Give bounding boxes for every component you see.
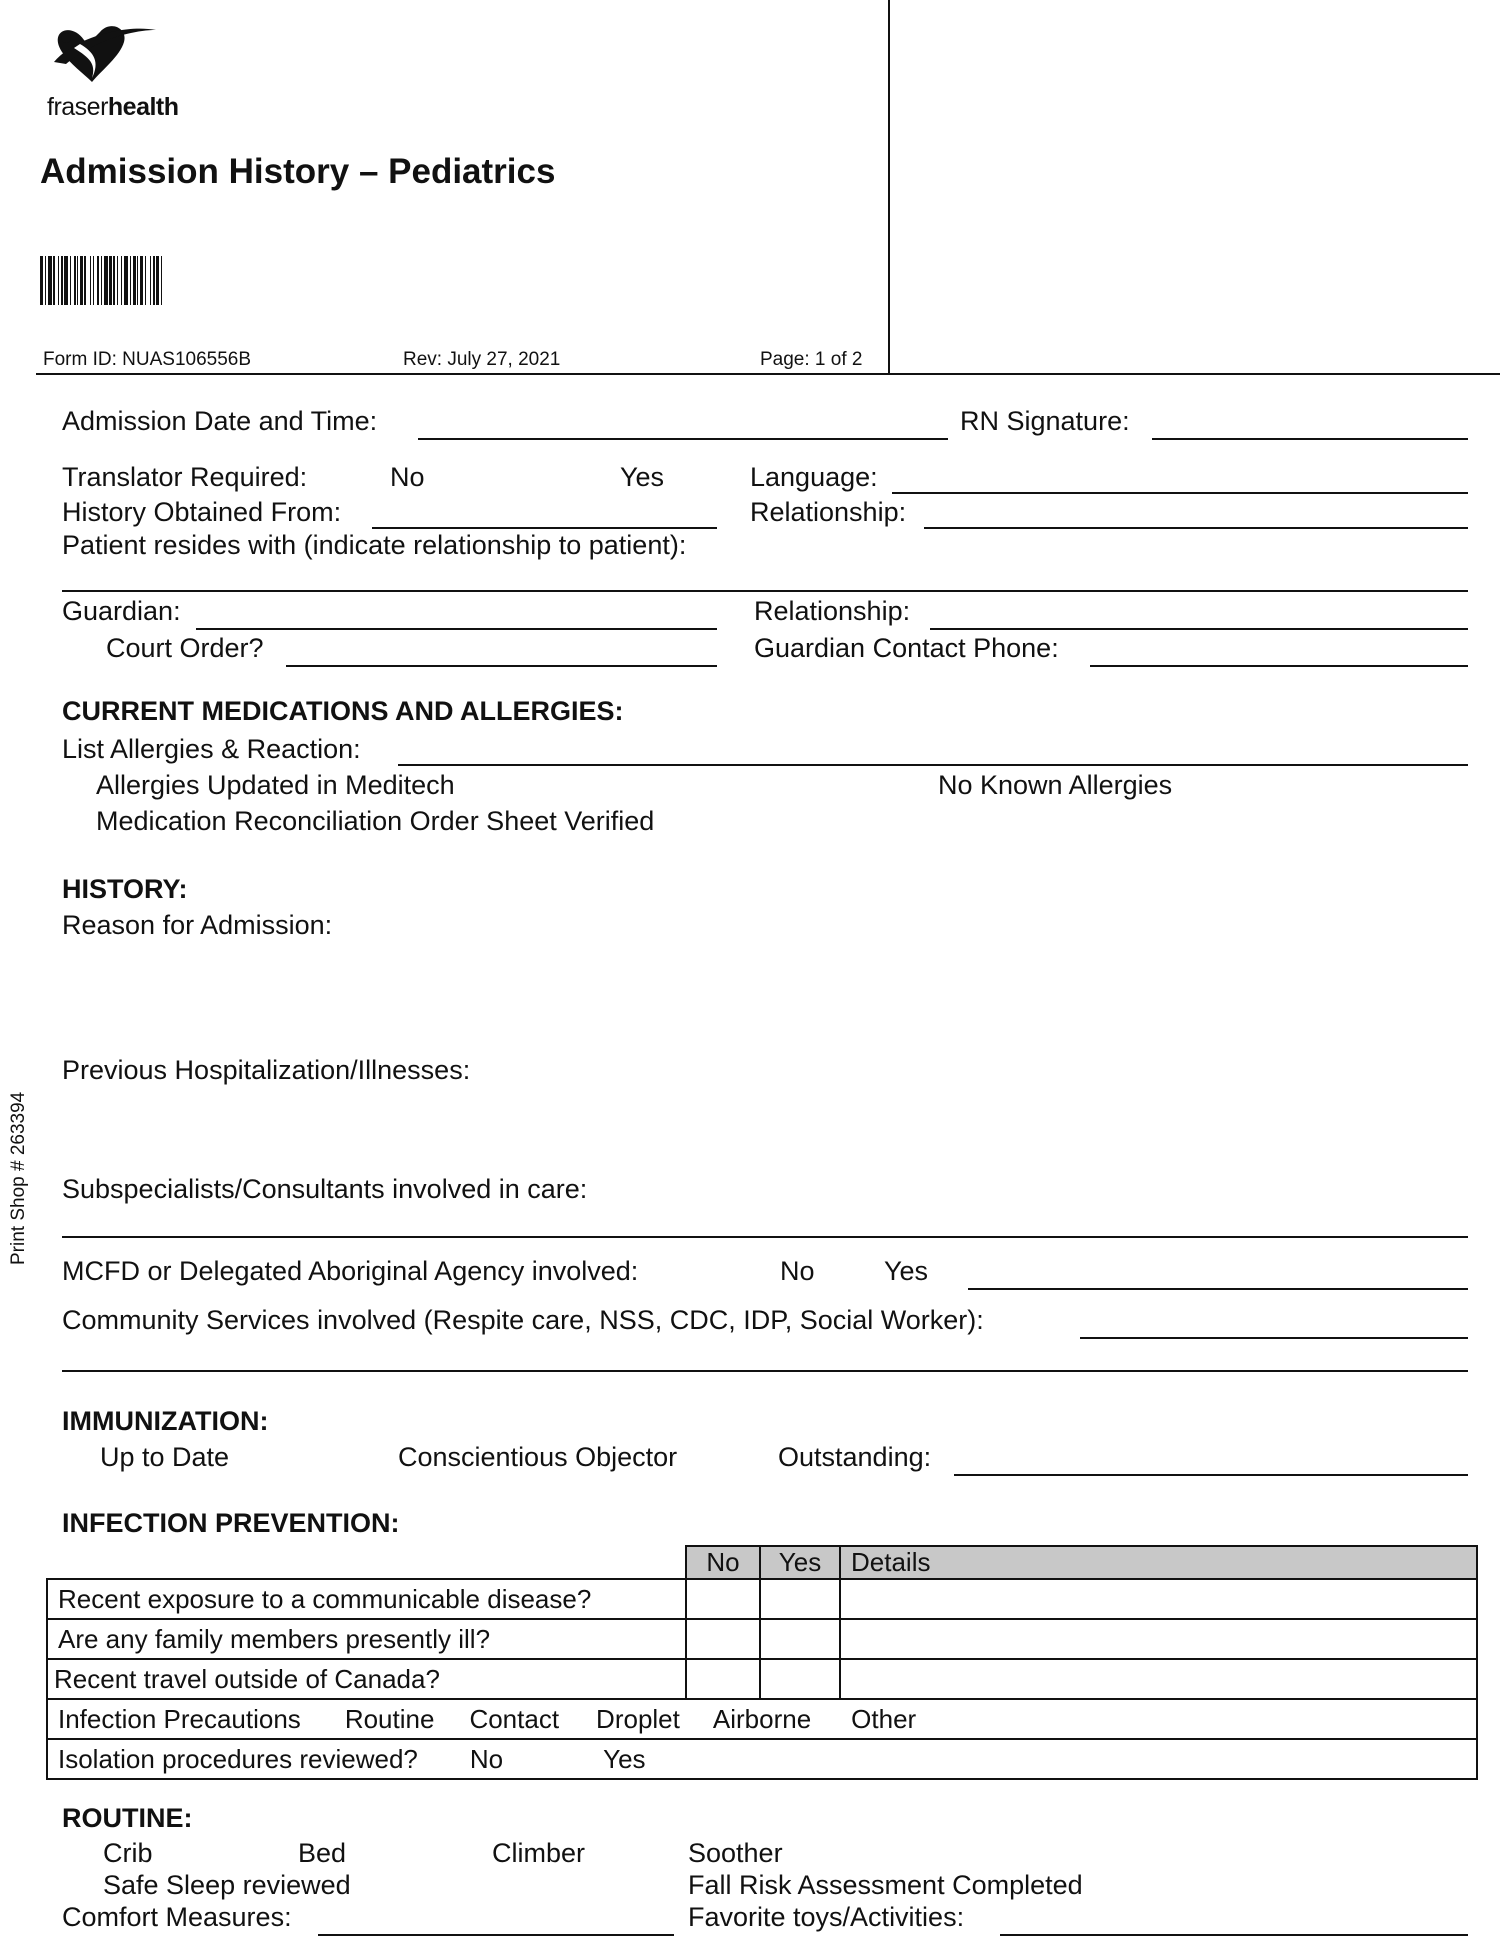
no-known-allergies-option[interactable]: No Known Allergies — [938, 770, 1173, 800]
barcode — [40, 256, 298, 305]
precaution-airborne-option[interactable]: Airborne — [712, 1703, 812, 1734]
allergies-updated-option[interactable]: Allergies Updated in Meditech — [96, 770, 455, 800]
relationship-label: Relationship: — [750, 497, 907, 527]
guardian-phone-field[interactable] — [1090, 637, 1468, 667]
page-number: Page: 1 of 2 — [760, 349, 863, 370]
immunization-heading: IMMUNIZATION: — [62, 1406, 269, 1436]
history-from-field[interactable] — [372, 499, 717, 529]
fraser-health-logo — [44, 18, 174, 93]
details-cell[interactable] — [840, 1619, 1477, 1659]
translator-no-option[interactable]: No — [390, 462, 425, 492]
subspecialists-label: Subspecialists/Consultants involved in care: — [62, 1174, 588, 1204]
header-divider-horizontal — [36, 373, 1500, 375]
soother-option[interactable]: Soother — [688, 1838, 783, 1868]
medications-heading: CURRENT MEDICATIONS AND ALLERGIES: — [62, 696, 624, 726]
outstanding-label: Outstanding: — [778, 1442, 932, 1472]
precaution-other-option[interactable]: Other — [851, 1703, 917, 1734]
table-row — [47, 1579, 1477, 1619]
fall-risk-option[interactable]: Fall Risk Assessment Completed — [688, 1870, 1083, 1900]
community-services-field[interactable] — [1080, 1309, 1468, 1339]
subspecialists-field[interactable] — [62, 1208, 1468, 1238]
details-cell[interactable] — [840, 1659, 1477, 1699]
court-order-field[interactable] — [286, 637, 717, 667]
revision-date: Rev: July 27, 2021 — [403, 349, 561, 370]
column-header-details: Details — [840, 1546, 1477, 1579]
isolation-no-option[interactable]: No — [469, 1743, 504, 1774]
table-row — [47, 1699, 1477, 1739]
relationship-field[interactable] — [924, 499, 1468, 529]
question-recent-travel: Recent travel outside of Canada? — [47, 1659, 686, 1699]
med-rec-verified-option[interactable]: Medication Reconciliation Order Sheet Verified — [96, 806, 655, 836]
history-from-label: History Obtained From: — [62, 497, 342, 527]
question-family-ill: Are any family members presently ill? — [47, 1619, 686, 1659]
comfort-measures-field[interactable] — [318, 1906, 674, 1936]
crib-option[interactable]: Crib — [103, 1838, 153, 1868]
page-title: Admission History – Pediatrics — [40, 152, 556, 191]
favorite-toys-label: Favorite toys/Activities: — [688, 1902, 965, 1932]
rn-signature-field[interactable] — [1152, 410, 1468, 440]
table-header-blank — [47, 1546, 686, 1579]
details-cell[interactable] — [840, 1579, 1477, 1619]
mcfd-details-field[interactable] — [968, 1260, 1468, 1290]
form-id: Form ID: NUAS106556B — [43, 349, 252, 370]
rn-signature-label: RN Signature: — [960, 406, 1130, 436]
isolation-label: Isolation procedures reviewed? — [58, 1743, 418, 1774]
community-services-field-2[interactable] — [62, 1342, 1468, 1372]
answer-no-cell[interactable] — [686, 1579, 760, 1619]
question-communicable-disease: Recent exposure to a communicable disease? — [47, 1579, 686, 1619]
infection-prevention-table — [46, 1545, 1478, 1780]
header-divider-vertical — [888, 0, 890, 374]
guardian-label: Guardian: — [62, 596, 181, 626]
mcfd-label: MCFD or Delegated Aboriginal Agency involved: — [62, 1256, 639, 1286]
safe-sleep-option[interactable]: Safe Sleep reviewed — [103, 1870, 351, 1900]
climber-option[interactable]: Climber — [492, 1838, 586, 1868]
admission-date-label: Admission Date and Time: — [62, 406, 378, 436]
infection-precautions-row — [47, 1699, 1477, 1739]
outstanding-field[interactable] — [954, 1446, 1468, 1476]
guardian-field[interactable] — [196, 600, 717, 630]
allergies-field[interactable] — [398, 736, 1468, 766]
answer-no-cell[interactable] — [686, 1659, 760, 1699]
column-header-yes: Yes — [760, 1546, 840, 1579]
table-row — [47, 1619, 1477, 1659]
up-to-date-option[interactable]: Up to Date — [100, 1442, 230, 1472]
precautions-label: Infection Precautions — [58, 1703, 301, 1734]
language-label: Language: — [750, 462, 878, 492]
court-order-label: Court Order? — [106, 633, 264, 663]
infection-prevention-heading: INFECTION PREVENTION: — [62, 1508, 400, 1538]
precaution-contact-option[interactable]: Contact — [469, 1703, 560, 1734]
table-header-row — [47, 1546, 1477, 1579]
reason-for-admission-label: Reason for Admission: — [62, 910, 333, 940]
answer-yes-cell[interactable] — [760, 1619, 840, 1659]
mcfd-yes-option[interactable]: Yes — [884, 1256, 929, 1286]
routine-heading: ROUTINE: — [62, 1803, 193, 1833]
isolation-row — [47, 1739, 1477, 1779]
answer-yes-cell[interactable] — [760, 1579, 840, 1619]
heart-swoosh-icon — [44, 18, 174, 88]
guardian-phone-label: Guardian Contact Phone: — [754, 633, 1059, 663]
table-row — [47, 1739, 1477, 1779]
guardian-relationship-field[interactable] — [930, 600, 1468, 630]
language-field[interactable] — [892, 464, 1468, 494]
translator-label: Translator Required: — [62, 462, 308, 492]
resides-with-field[interactable] — [62, 562, 1468, 592]
guardian-relationship-label: Relationship: — [754, 596, 911, 626]
conscientious-objector-option[interactable]: Conscientious Objector — [398, 1442, 678, 1472]
resides-with-label: Patient resides with (indicate relationship to patient): — [62, 530, 687, 560]
admission-date-field[interactable] — [418, 410, 948, 440]
mcfd-no-option[interactable]: No — [780, 1256, 815, 1286]
precaution-droplet-option[interactable]: Droplet — [596, 1703, 680, 1734]
community-services-label: Community Services involved (Respite care, NSS, CDC, IDP, Social Worker): — [62, 1305, 984, 1335]
isolation-yes-option[interactable]: Yes — [603, 1743, 646, 1774]
table-row — [47, 1659, 1477, 1699]
comfort-measures-label: Comfort Measures: — [62, 1902, 292, 1932]
logo-wordmark: fraserhealth — [47, 93, 179, 121]
print-shop-number: Print Shop # 263394 — [8, 1091, 29, 1265]
allergies-label: List Allergies & Reaction: — [62, 734, 361, 764]
answer-yes-cell[interactable] — [760, 1659, 840, 1699]
previous-hospitalization-label: Previous Hospitalization/Illnesses: — [62, 1055, 471, 1085]
translator-yes-option[interactable]: Yes — [620, 462, 665, 492]
previous-hospitalization-field[interactable] — [62, 1090, 1472, 1174]
column-header-no: No — [686, 1546, 760, 1579]
bed-option[interactable]: Bed — [298, 1838, 347, 1868]
precaution-routine-option[interactable]: Routine — [344, 1703, 435, 1734]
answer-no-cell[interactable] — [686, 1619, 760, 1659]
favorite-toys-field[interactable] — [1000, 1906, 1468, 1936]
reason-for-admission-field[interactable] — [62, 944, 1472, 1048]
history-heading: HISTORY: — [62, 874, 188, 904]
